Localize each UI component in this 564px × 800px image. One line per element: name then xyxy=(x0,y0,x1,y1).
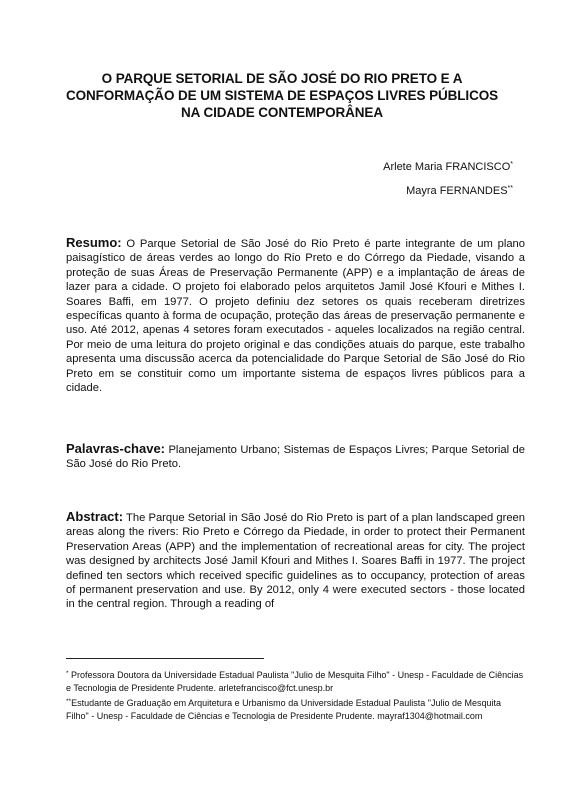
abstract-label: Abstract: xyxy=(66,509,124,524)
abstract-paragraph xyxy=(66,510,525,612)
author-2-mark: ** xyxy=(507,185,513,192)
keywords-label: Palavras-chave: xyxy=(66,441,166,456)
footnote-2-mark: ** xyxy=(66,698,72,705)
author-1 xyxy=(383,158,513,174)
author-1-mark: * xyxy=(510,161,513,168)
footnote-1 xyxy=(66,668,525,694)
footnote-divider xyxy=(66,658,264,659)
resumo-label: Resumo: xyxy=(66,235,122,250)
abstract-text: The Parque Setorial in São José do Rio Preto is part of a plan landscaped green areas along the rivers: Rio Preto e Córrego da Piedade, in order to protect their Permanent Preservation Areas (APP) and the implementation of recreational areas for city. The project was designed by architects José Jamil Kfouri and Mithes I. Soares Baffi in 1977. The project defined ten sectors which received specific guidelines as to occupancy, protection of areas of permanent preservation and use. By 2012, only 4 were executed sectors - those located in the central region. Through a reading of xyxy=(66,512,525,611)
author-2 xyxy=(406,182,513,198)
resumo-text: O Parque Setorial de São José do Rio Preto é parte integrante de um plano paisagístico de áreas verdes ao longo do Rio Preto e do Córrego da Piedade, visando a proteção de suas Áreas de Preservação Permanente (APP) e a implantação de áreas de lazer para a cidade. O projeto foi elaborado pelos arquitetos Jamil José Kfouri e Mithes I. Soares Baffi, em 1977. O projeto definiu dez setores os quais receberam diretrizes específicas quanto à forma de ocupação, proteção das áreas de preservação permanente e uso. Até 2012, apenas 4 setores foram executados - aqueles localizados na região central. Por meio de uma leitura do projeto original e das condições atuais do parque, este trabalho apresenta uma discussão acerca da potencialidade do Parque Setorial de São José do Rio Preto em se constituir como um importante sistema de espaços livres públicos para a cidade. xyxy=(66,238,525,395)
keywords-paragraph xyxy=(66,442,525,472)
author-1-name: Arlete Maria FRANCISCO xyxy=(383,161,511,173)
keywords-text: Planejamento Urbano; Sistemas de Espaços Livres; Parque Setorial de São José do Rio Preto. xyxy=(66,444,526,471)
paper-title: O PARQUE SETORIAL DE SÃO JOSÉ DO RIO PRETO E A CONFORMAÇÃO DE UM SISTEMA DE ESPAÇOS LIVRES PÚBLICOS NA CIDADE CONTEMPORÂNEA xyxy=(65,71,499,120)
author-2-name: Mayra FERNANDES xyxy=(406,185,508,197)
footnote-2-text: Estudante de Graduação em Arquitetura e Urbanismo da Universidade Estadual Paulista "Julio de Mesquita Filho" - Unesp - Faculdade de Ciências e Tecnologia de Presidente Prudente. mayraf1304@hotmail.com xyxy=(66,698,502,721)
footnote-2 xyxy=(66,696,525,722)
footnote-1-mark: * xyxy=(66,670,69,677)
resumo-paragraph xyxy=(66,236,525,395)
footnote-1-text: Professora Doutora da Universidade Estadual Paulista "Julio de Mesquita Filho" - Unesp - Faculdade de Ciências e Tecnologia de Presidente Prudente. arletefrancisco@fct.unesp.br xyxy=(66,670,524,693)
